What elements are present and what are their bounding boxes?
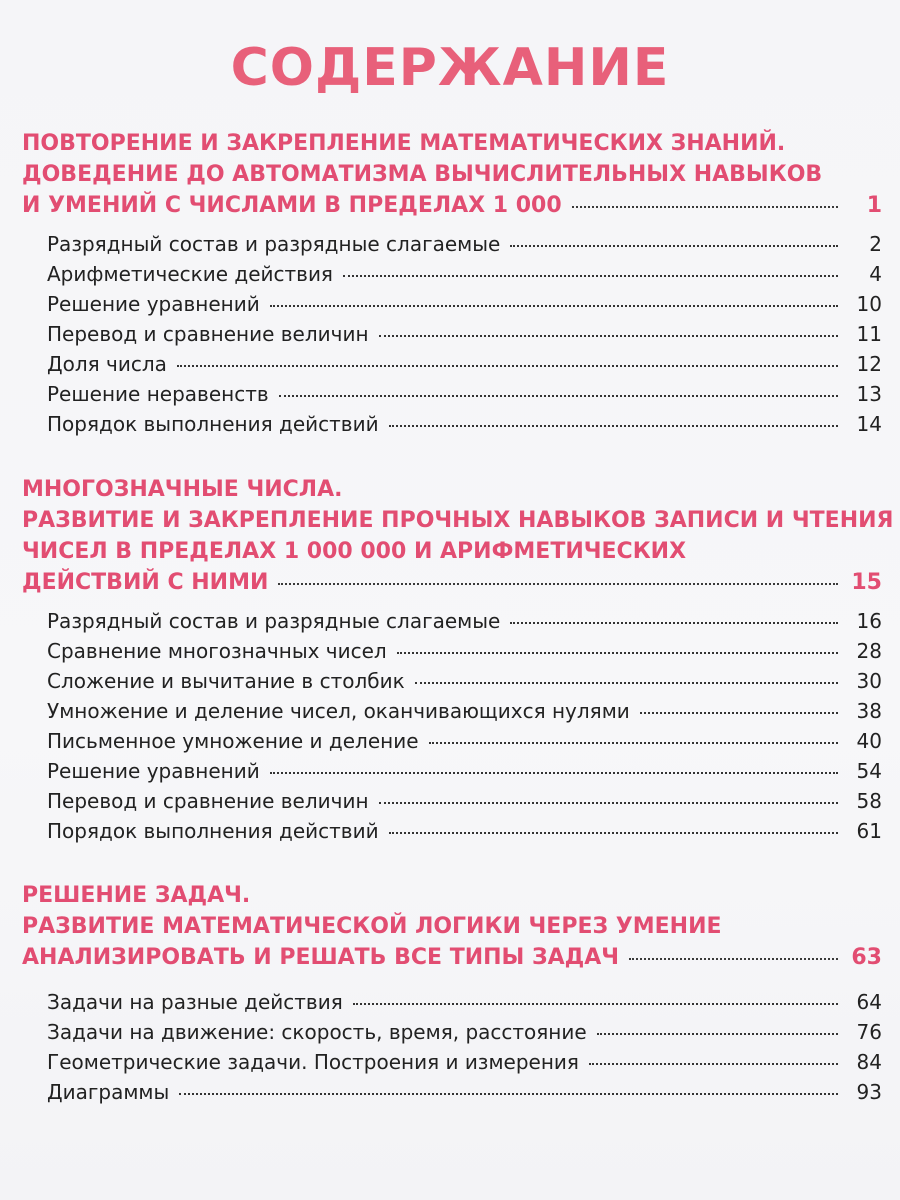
toc-item-page: 4 bbox=[869, 262, 882, 286]
toc-item[interactable] bbox=[47, 816, 882, 846]
section-page-number: 1 bbox=[866, 193, 882, 218]
toc-item[interactable] bbox=[47, 726, 882, 756]
toc-item-page: 28 bbox=[856, 639, 882, 663]
toc-item-page: 2 bbox=[869, 232, 882, 256]
section-heading-line: АНАЛИЗИРОВАТЬ И РЕШАТЬ ВСЕ ТИПЫ ЗАДАЧ bbox=[22, 945, 620, 970]
toc-item-page: 30 bbox=[856, 669, 882, 693]
section-heading bbox=[22, 474, 894, 598]
dot-leader bbox=[389, 425, 838, 427]
toc-item[interactable] bbox=[47, 229, 882, 259]
toc-item-label: Сложение и вычитание в столбик bbox=[47, 669, 405, 693]
toc-item[interactable] bbox=[47, 987, 882, 1017]
toc-item-list bbox=[22, 606, 882, 846]
toc-item[interactable] bbox=[47, 349, 882, 379]
toc-item-label: Порядок выполнения действий bbox=[47, 819, 379, 843]
toc-item-label: Умножение и деление чисел, оканчивающихся нулями bbox=[47, 699, 630, 723]
toc-item-page: 40 bbox=[856, 729, 882, 753]
dot-leader bbox=[279, 395, 838, 397]
toc-item-page: 14 bbox=[856, 412, 882, 436]
dot-leader bbox=[572, 206, 838, 208]
section-heading-line: ДОВЕДЕНИЕ ДО АВТОМАТИЗМА ВЫЧИСЛИТЕЛЬНЫХ НАВЫКОВ bbox=[22, 162, 823, 187]
toc-section-3 bbox=[22, 880, 882, 1107]
toc-item-label: Решение неравенств bbox=[47, 382, 269, 406]
dot-leader bbox=[640, 712, 838, 714]
dot-leader bbox=[270, 772, 838, 774]
toc-item-label: Перевод и сравнение величин bbox=[47, 322, 369, 346]
toc-item[interactable] bbox=[47, 1047, 882, 1077]
toc-item-list bbox=[22, 987, 882, 1107]
toc-item[interactable] bbox=[47, 259, 882, 289]
toc-item-label: Порядок выполнения действий bbox=[47, 412, 379, 436]
dot-leader bbox=[510, 622, 838, 624]
toc-item-label: Доля числа bbox=[47, 352, 167, 376]
toc-item-page: 12 bbox=[856, 352, 882, 376]
section-heading-line: РЕШЕНИЕ ЗАДАЧ. bbox=[22, 883, 251, 908]
toc-item-page: 16 bbox=[856, 609, 882, 633]
toc-item-page: 10 bbox=[856, 292, 882, 316]
dot-leader bbox=[177, 365, 838, 367]
toc-section-2 bbox=[22, 474, 894, 846]
toc-item-page: 38 bbox=[856, 699, 882, 723]
dot-leader bbox=[353, 1003, 838, 1005]
toc-item-list bbox=[22, 229, 882, 439]
toc-item-label: Письменное умножение и деление bbox=[47, 729, 419, 753]
toc-item[interactable] bbox=[47, 1017, 882, 1047]
dot-leader bbox=[179, 1093, 838, 1095]
dot-leader bbox=[278, 583, 838, 585]
toc-item[interactable] bbox=[47, 786, 882, 816]
section-heading-line: ПОВТОРЕНИЕ И ЗАКРЕПЛЕНИЕ МАТЕМАТИЧЕСКИХ ЗНАНИЙ. bbox=[22, 131, 786, 156]
toc-item-page: 61 bbox=[856, 819, 882, 843]
toc-item-page: 84 bbox=[856, 1050, 882, 1074]
toc-item-page: 58 bbox=[856, 789, 882, 813]
section-heading-line: РАЗВИТИЕ МАТЕМАТИЧЕСКОЙ ЛОГИКИ ЧЕРЕЗ УМЕНИЕ bbox=[22, 914, 722, 939]
toc-item[interactable] bbox=[47, 666, 882, 696]
section-heading-line: И УМЕНИЙ С ЧИСЛАМИ В ПРЕДЕЛАХ 1 000 bbox=[22, 193, 562, 218]
dot-leader bbox=[343, 275, 838, 277]
dot-leader bbox=[270, 305, 838, 307]
toc-item-label: Решение уравнений bbox=[47, 759, 260, 783]
section-page-number: 63 bbox=[851, 945, 882, 970]
toc-item-label: Задачи на разные действия bbox=[47, 990, 343, 1014]
dot-leader bbox=[415, 682, 838, 684]
dot-leader bbox=[397, 652, 838, 654]
toc-item-label: Разрядный состав и разрядные слагаемые bbox=[47, 232, 501, 256]
toc-item[interactable] bbox=[47, 756, 882, 786]
dot-leader bbox=[429, 742, 838, 744]
dot-leader bbox=[379, 802, 838, 804]
toc-item-label: Арифметические действия bbox=[47, 262, 333, 286]
toc-item-page: 64 bbox=[856, 990, 882, 1014]
toc-item[interactable] bbox=[47, 606, 882, 636]
toc-item[interactable] bbox=[47, 1077, 882, 1107]
toc-item-page: 11 bbox=[856, 322, 882, 346]
toc-item-label: Перевод и сравнение величин bbox=[47, 789, 369, 813]
toc-item[interactable] bbox=[47, 636, 882, 666]
section-heading-line: ЧИСЕЛ В ПРЕДЕЛАХ 1 000 000 И АРИФМЕТИЧЕСКИХ bbox=[22, 539, 687, 564]
section-heading-line: РАЗВИТИЕ И ЗАКРЕПЛЕНИЕ ПРОЧНЫХ НАВЫКОВ ЗАПИСИ И ЧТЕНИЯ bbox=[22, 508, 894, 533]
toc-item[interactable] bbox=[47, 379, 882, 409]
dot-leader bbox=[629, 958, 838, 960]
toc-item-page: 93 bbox=[856, 1080, 882, 1104]
toc-item[interactable] bbox=[47, 409, 882, 439]
toc-item-page: 76 bbox=[856, 1020, 882, 1044]
dot-leader bbox=[597, 1033, 838, 1035]
toc-item-label: Диаграммы bbox=[47, 1080, 170, 1104]
section-page-number: 15 bbox=[851, 570, 882, 595]
section-heading-line: МНОГОЗНАЧНЫЕ ЧИСЛА. bbox=[22, 477, 343, 502]
toc-item-page: 13 bbox=[856, 382, 882, 406]
dot-leader bbox=[589, 1063, 838, 1065]
dot-leader bbox=[389, 832, 838, 834]
section-heading bbox=[22, 880, 882, 973]
page-title: СОДЕРЖАНИЕ bbox=[230, 38, 670, 98]
section-heading bbox=[22, 128, 882, 221]
toc-item[interactable] bbox=[47, 696, 882, 726]
section-heading-line: ДЕЙСТВИЙ С НИМИ bbox=[22, 570, 269, 595]
toc-item[interactable] bbox=[47, 289, 882, 319]
toc-item-label: Геометрические задачи. Построения и измерения bbox=[47, 1050, 579, 1074]
toc-item-label: Задачи на движение: скорость, время, расстояние bbox=[47, 1020, 587, 1044]
toc-item-label: Решение уравнений bbox=[47, 292, 260, 316]
toc-item-label: Сравнение многозначных чисел bbox=[47, 639, 387, 663]
toc-item-label: Разрядный состав и разрядные слагаемые bbox=[47, 609, 501, 633]
toc-item[interactable] bbox=[47, 319, 882, 349]
toc-item-page: 54 bbox=[856, 759, 882, 783]
toc-section-1 bbox=[22, 128, 882, 439]
dot-leader bbox=[510, 245, 838, 247]
dot-leader bbox=[379, 335, 838, 337]
